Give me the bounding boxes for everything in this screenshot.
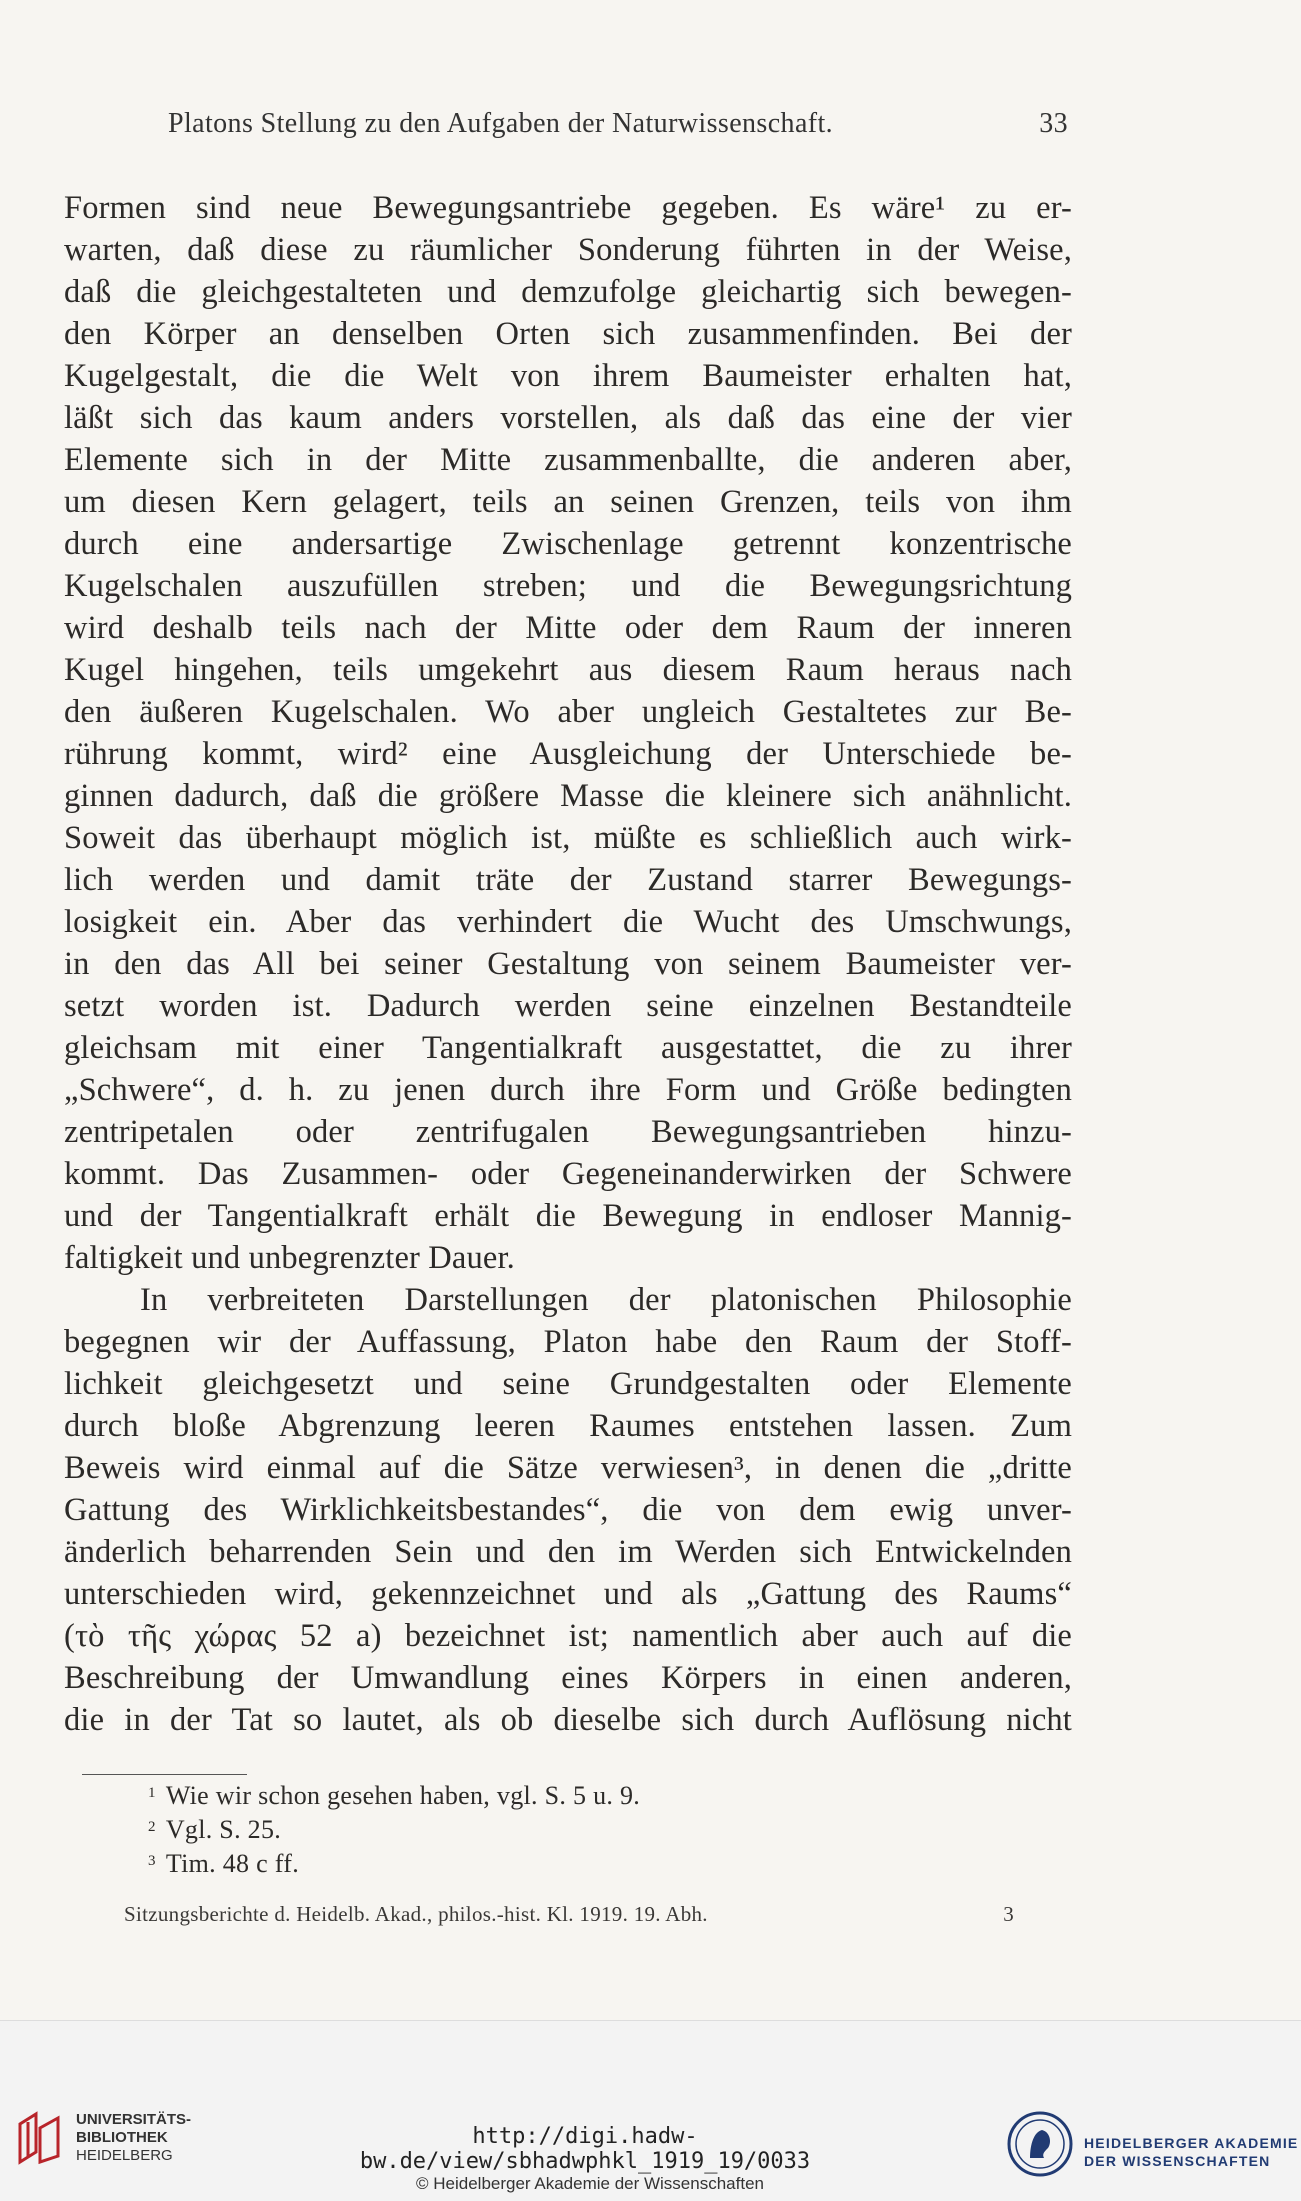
text-line: daß die gleichgestalteten und demzufolge gleichartig sich bewegen- — [64, 274, 1072, 310]
text-line: wird deshalb teils nach der Mitte oder dem Raum der inneren — [64, 610, 1072, 646]
sheet-number: 3 — [1003, 1902, 1014, 1926]
text-line: durch bloße Abgrenzung leeren Raumes entstehen lassen. Zum — [64, 1408, 1072, 1444]
text-line: Kugel hingehen, teils umgekehrt aus diesem Raum heraus nach — [64, 652, 1072, 688]
text-line: Elemente sich in der Mitte zusammenballte, die anderen aber, — [64, 442, 1072, 478]
footnotes — [148, 1776, 948, 1878]
footnote-rule — [82, 1774, 247, 1775]
text-line: In verbreiteten Darstellungen der platonischen Philosophie — [140, 1282, 1072, 1318]
text-line: Beweis wird einmal auf die Sätze verwiesen³, in denen die „dritte — [64, 1450, 1072, 1486]
text-line: rührung kommt, wird² eine Ausgleichung der Unterschiede be- — [64, 736, 1072, 772]
text-line: durch eine andersartige Zwischenlage getrennt konzentrische — [64, 526, 1072, 562]
text-line: gleichsam mit einer Tangentialkraft ausgestattet, die zu ihrer — [64, 1030, 1072, 1066]
text-line: Kugelschalen auszufüllen streben; und die Bewegungsrichtung — [64, 568, 1072, 604]
text-line: änderlich beharrenden Sein und den im Werden sich Entwickelnden — [64, 1534, 1072, 1570]
permalink-url[interactable]: http://digi.hadw-bw.de/view/sbhadwphkl_1919_19/0033 — [359, 2124, 811, 2174]
text-line: begegnen wir der Auffassung, Platon habe den Raum der Stoff- — [64, 1324, 1072, 1360]
text-line: lich werden und damit träte der Zustand starrer Bewegungs- — [64, 862, 1072, 898]
text-line: „Schwere“, d. h. zu jenen durch ihre Form und Größe bedingten — [64, 1072, 1072, 1108]
text-line: und der Tangentialkraft erhält die Bewegung in endloser Mannig- — [64, 1198, 1072, 1234]
text-line: ginnen dadurch, daß die größere Masse die kleinere sich anähnlicht. — [64, 778, 1072, 814]
text-line: unterschieden wird, gekennzeichnet und als „Gattung des Raums“ — [64, 1576, 1072, 1612]
signature-text: Sitzungsberichte d. Heidelb. Akad., philos.-hist. Kl. 1919. 19. Abh. — [124, 1902, 708, 1926]
footnote-1: $^1$ Wie wir schon gesehen haben, vgl. S. 5 u. 9. — [148, 1781, 641, 1810]
text-line: Kugelgestalt, die die Welt von ihrem Baumeister erhalten hat, — [64, 358, 1072, 394]
text-line: setzt worden ist. Dadurch werden seine einzelnen Bestandteile — [64, 988, 1072, 1024]
signature-line — [124, 1902, 1014, 1927]
text-line: Formen sind neue Bewegungsantriebe gegeben. Es wäre¹ zu er- — [64, 190, 1072, 226]
text-line: kommt. Das Zusammen- oder Gegeneinanderwirken der Schwere — [64, 1156, 1072, 1192]
text-line: Soweit das überhaupt möglich ist, müßte es schließlich auch wirk- — [64, 820, 1072, 856]
page-number: 33 — [1039, 108, 1068, 139]
footnote-2: $^2$ Vgl. S. 25. — [148, 1815, 282, 1844]
running-head — [168, 108, 1068, 140]
footnote-3: $^3$ Tim. 48 c ff. — [148, 1849, 300, 1878]
text-line: losigkeit ein. Aber das verhindert die Wucht des Umschwungs, — [64, 904, 1072, 940]
text-line: in den das All bei seiner Gestaltung von seinem Baumeister ver- — [64, 946, 1072, 982]
text-line: warten, daß diese zu räumlicher Sonderung führten in der Weise, — [64, 232, 1072, 268]
academy-name: HEIDELBERGER AKADEMIE DER WISSENSCHAFTEN — [1084, 2135, 1299, 2169]
body-text — [64, 187, 1072, 1741]
running-title: Platons Stellung zu den Aufgaben der Naturwissenschaft. — [168, 108, 834, 139]
text-line: den Körper an denselben Orten sich zusammenfinden. Bei der — [64, 316, 1072, 352]
text-line: die in der Tat so lautet, als ob dieselbe sich durch Auflösung nicht — [64, 1702, 1072, 1738]
text-line: läßt sich das kaum anders vorstellen, als daß das eine der vier — [64, 400, 1072, 436]
text-line: (τὸ τῆς χώρας 52 a) bezeichnet ist; namentlich aber auch auf die — [64, 1618, 1072, 1654]
copyright-notice: © Heidelberger Akademie der Wissenschaften — [416, 2174, 764, 2193]
text-line: zentripetalen oder zentrifugalen Bewegungsantrieben hinzu- — [64, 1114, 1072, 1150]
university-library-logo-icon — [14, 2108, 69, 2168]
text-line: den äußeren Kugelschalen. Wo aber ungleich Gestaltetes zur Be- — [64, 694, 1072, 730]
academy-seal-icon — [1006, 2110, 1074, 2178]
text-line: lichkeit gleichgesetzt und seine Grundgestalten oder Elemente — [64, 1366, 1072, 1402]
text-line: Gattung des Wirklichkeitsbestandes“, die von dem ewig unver- — [64, 1492, 1072, 1528]
university-library-name: UNIVERSITÄTS- BIBLIOTHEK HEIDELBERG — [76, 2111, 192, 2164]
text-line: Beschreibung der Umwandlung eines Körpers in einen anderen, — [64, 1660, 1072, 1696]
text-line: faltigkeit und unbegrenzter Dauer. — [64, 1240, 515, 1276]
text-line: um diesen Kern gelagert, teils an seinen Grenzen, teils von ihm — [64, 484, 1072, 520]
